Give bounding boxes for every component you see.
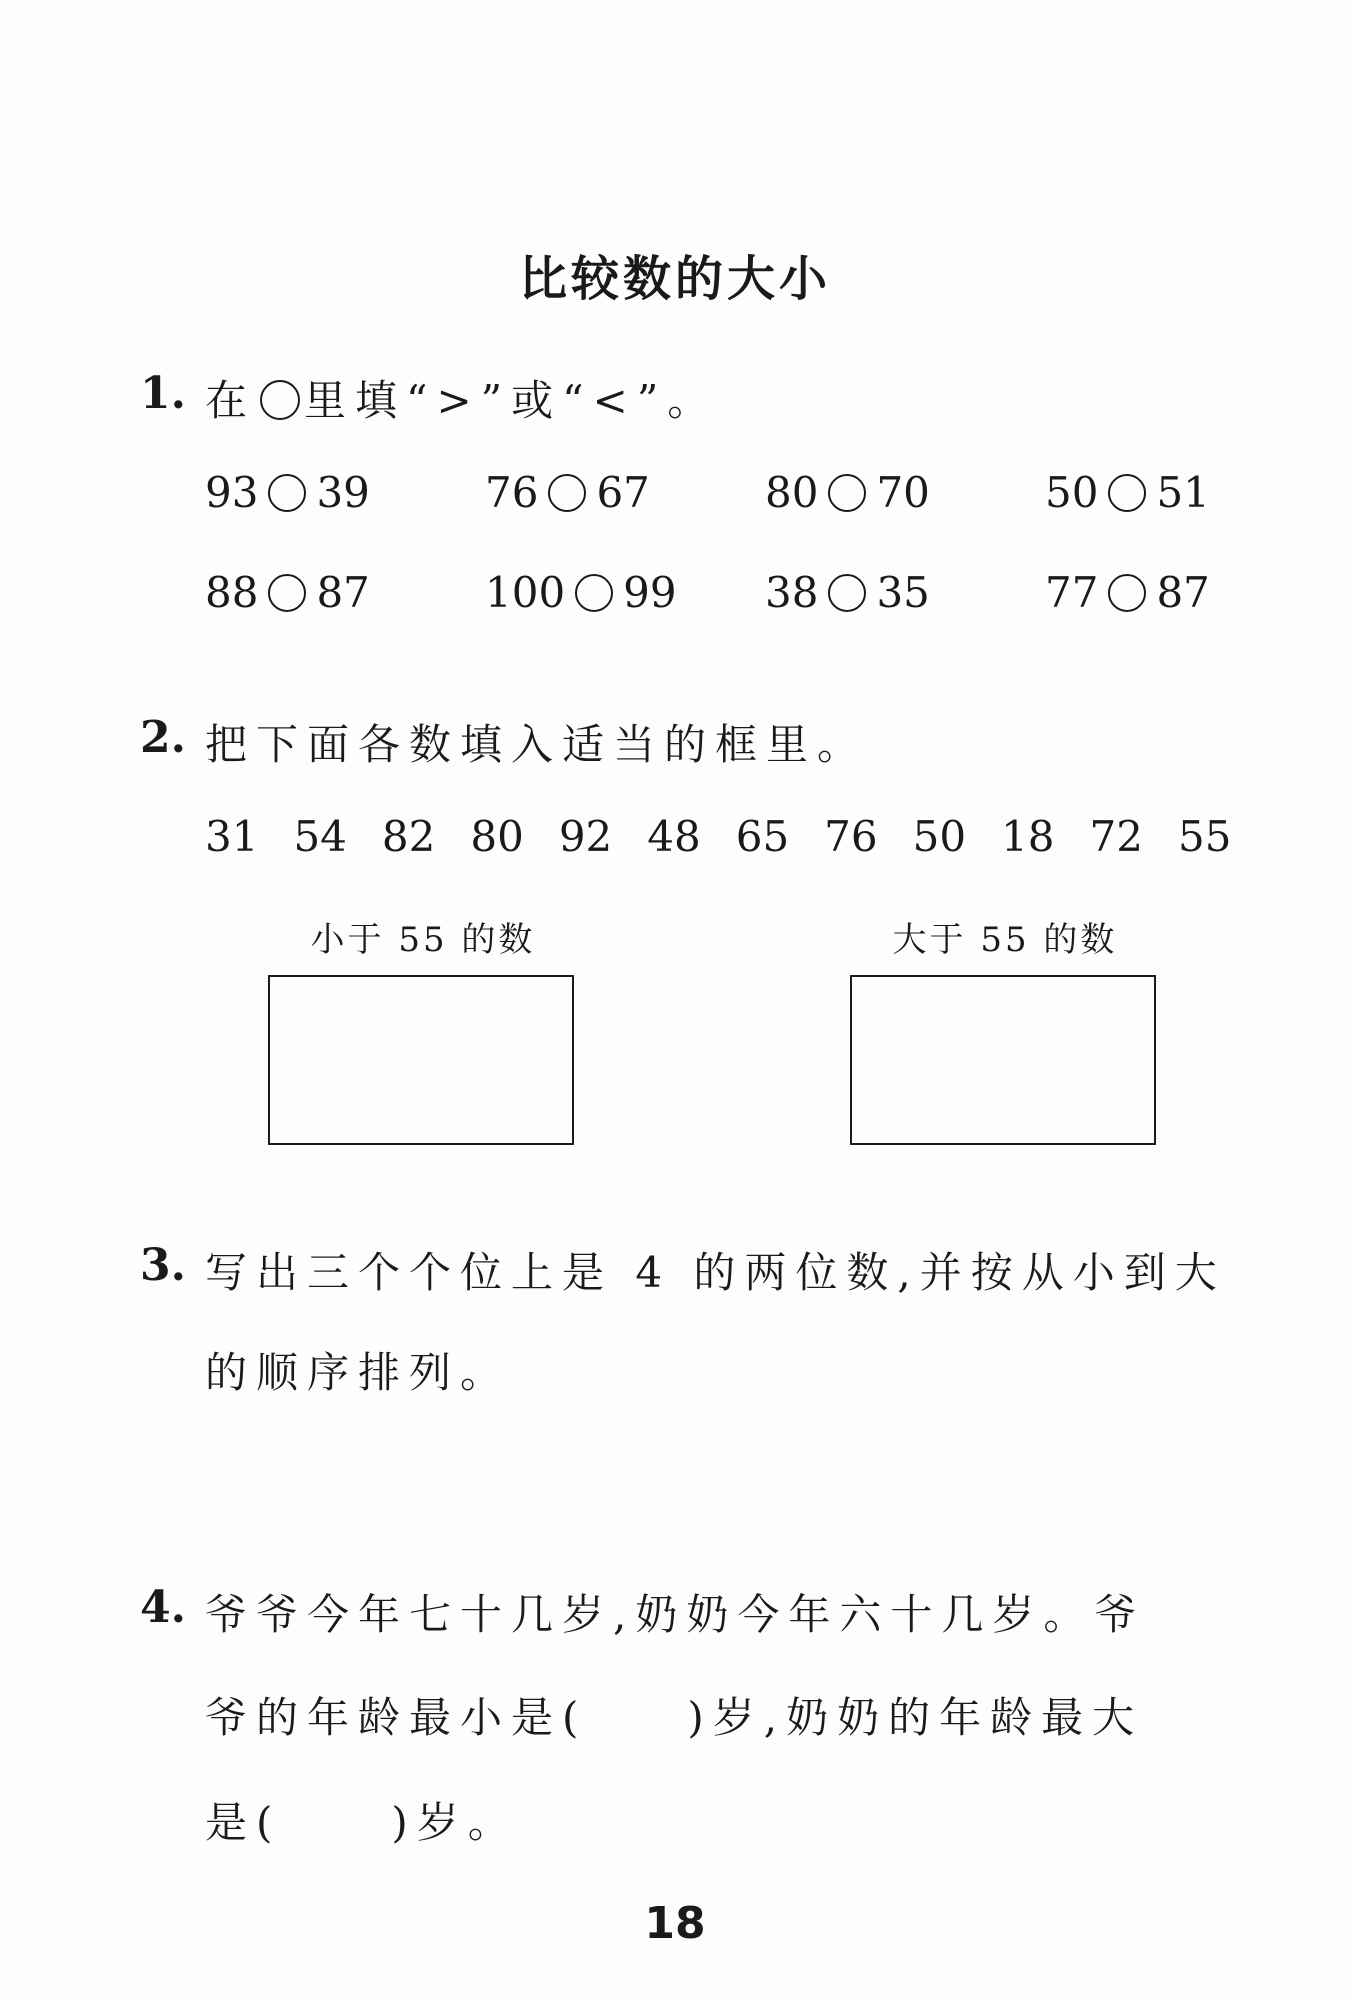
list-item: 18 [1001,812,1055,861]
page-title: 比较数的大小 [518,251,831,307]
q3-line-1: 写出三个个位上是 4 的两位数,并按从小到大 [205,1248,1226,1297]
comparison-item [1045,568,1210,617]
list-item: 55 [1177,812,1232,861]
list-item: 72 [1089,812,1143,861]
page-number: 18 [644,1898,706,1949]
list-item: 48 [647,812,701,861]
box-greater-than-55[interactable] [850,975,1156,1145]
comparison-right: 87 [1156,568,1210,617]
answer-circle[interactable] [1108,474,1146,512]
comparison-left: 93 [205,468,259,517]
q2-instruction: 把下面各数填入适当的框里。 [205,720,869,769]
comparison-right: 67 [596,468,650,517]
comparison-item [205,568,370,617]
q4-line-3 [205,1790,519,1850]
comparison-right: 99 [623,568,677,617]
q4-line-3-a: 是( [205,1798,282,1847]
q4-number: 4. [140,1582,186,1633]
comparison-right: 39 [316,468,370,517]
list-item: 76 [824,812,878,861]
box-less-than-55[interactable] [268,975,574,1145]
answer-circle[interactable] [548,474,586,512]
comparison-left: 38 [765,568,819,617]
list-item: 92 [558,812,613,861]
q1-text-before: 在 [205,376,257,425]
list-item: 31 [205,812,259,861]
comparison-left: 88 [205,568,259,617]
q3-number: 3. [140,1240,186,1291]
comparison-item [1045,468,1210,517]
circle-icon [260,380,300,420]
answer-circle[interactable] [575,574,613,612]
comparison-item [485,568,677,617]
answer-circle[interactable] [1108,574,1146,612]
comparison-left: 80 [765,468,819,517]
answer-circle[interactable] [268,574,306,612]
comparison-right: 51 [1156,468,1210,517]
q3-line-2: 的顺序排列。 [205,1348,512,1397]
comparison-right: 70 [876,468,930,517]
comparison-left: 50 [1045,468,1099,517]
q1-number: 1. [140,368,186,419]
answer-circle[interactable] [828,574,866,612]
comparison-item [765,568,930,617]
list-item: 50 [912,812,967,861]
comparison-item [485,468,650,517]
list-item: 54 [293,812,347,861]
box-right-label: 大于 55 的数 [892,920,1118,960]
list-item: 82 [381,812,436,861]
comparison-item [765,468,930,517]
answer-circle[interactable] [828,474,866,512]
comparison-left: 77 [1045,568,1099,617]
comparison-right: 87 [316,568,370,617]
q1-row-1 [0,468,1350,528]
q4-line-2 [205,1685,1143,1745]
list-item: 80 [470,812,524,861]
q4-line-2-a: 爷的年龄最小是( [205,1693,588,1742]
comparison-item [205,468,370,517]
q2-number: 2. [140,712,186,763]
q1-row-2 [0,568,1350,628]
q4-line-3-b: )岁。 [391,1798,519,1847]
q2-number-list [205,812,1232,861]
list-item: 65 [735,812,790,861]
q4-line-1: 爷爷今年七十几岁,奶奶今年六十几岁。爷 [205,1590,1146,1639]
q1-text-after: 里填“>”或“<”。 [304,376,719,425]
comparison-right: 35 [876,568,930,617]
answer-circle[interactable] [268,474,306,512]
comparison-left: 76 [485,468,539,517]
comparison-left: 100 [485,568,566,617]
q1-instruction [205,368,718,428]
box-left-label: 小于 55 的数 [310,920,536,960]
q4-line-2-b: )岁,奶奶的年龄最大 [687,1693,1144,1742]
